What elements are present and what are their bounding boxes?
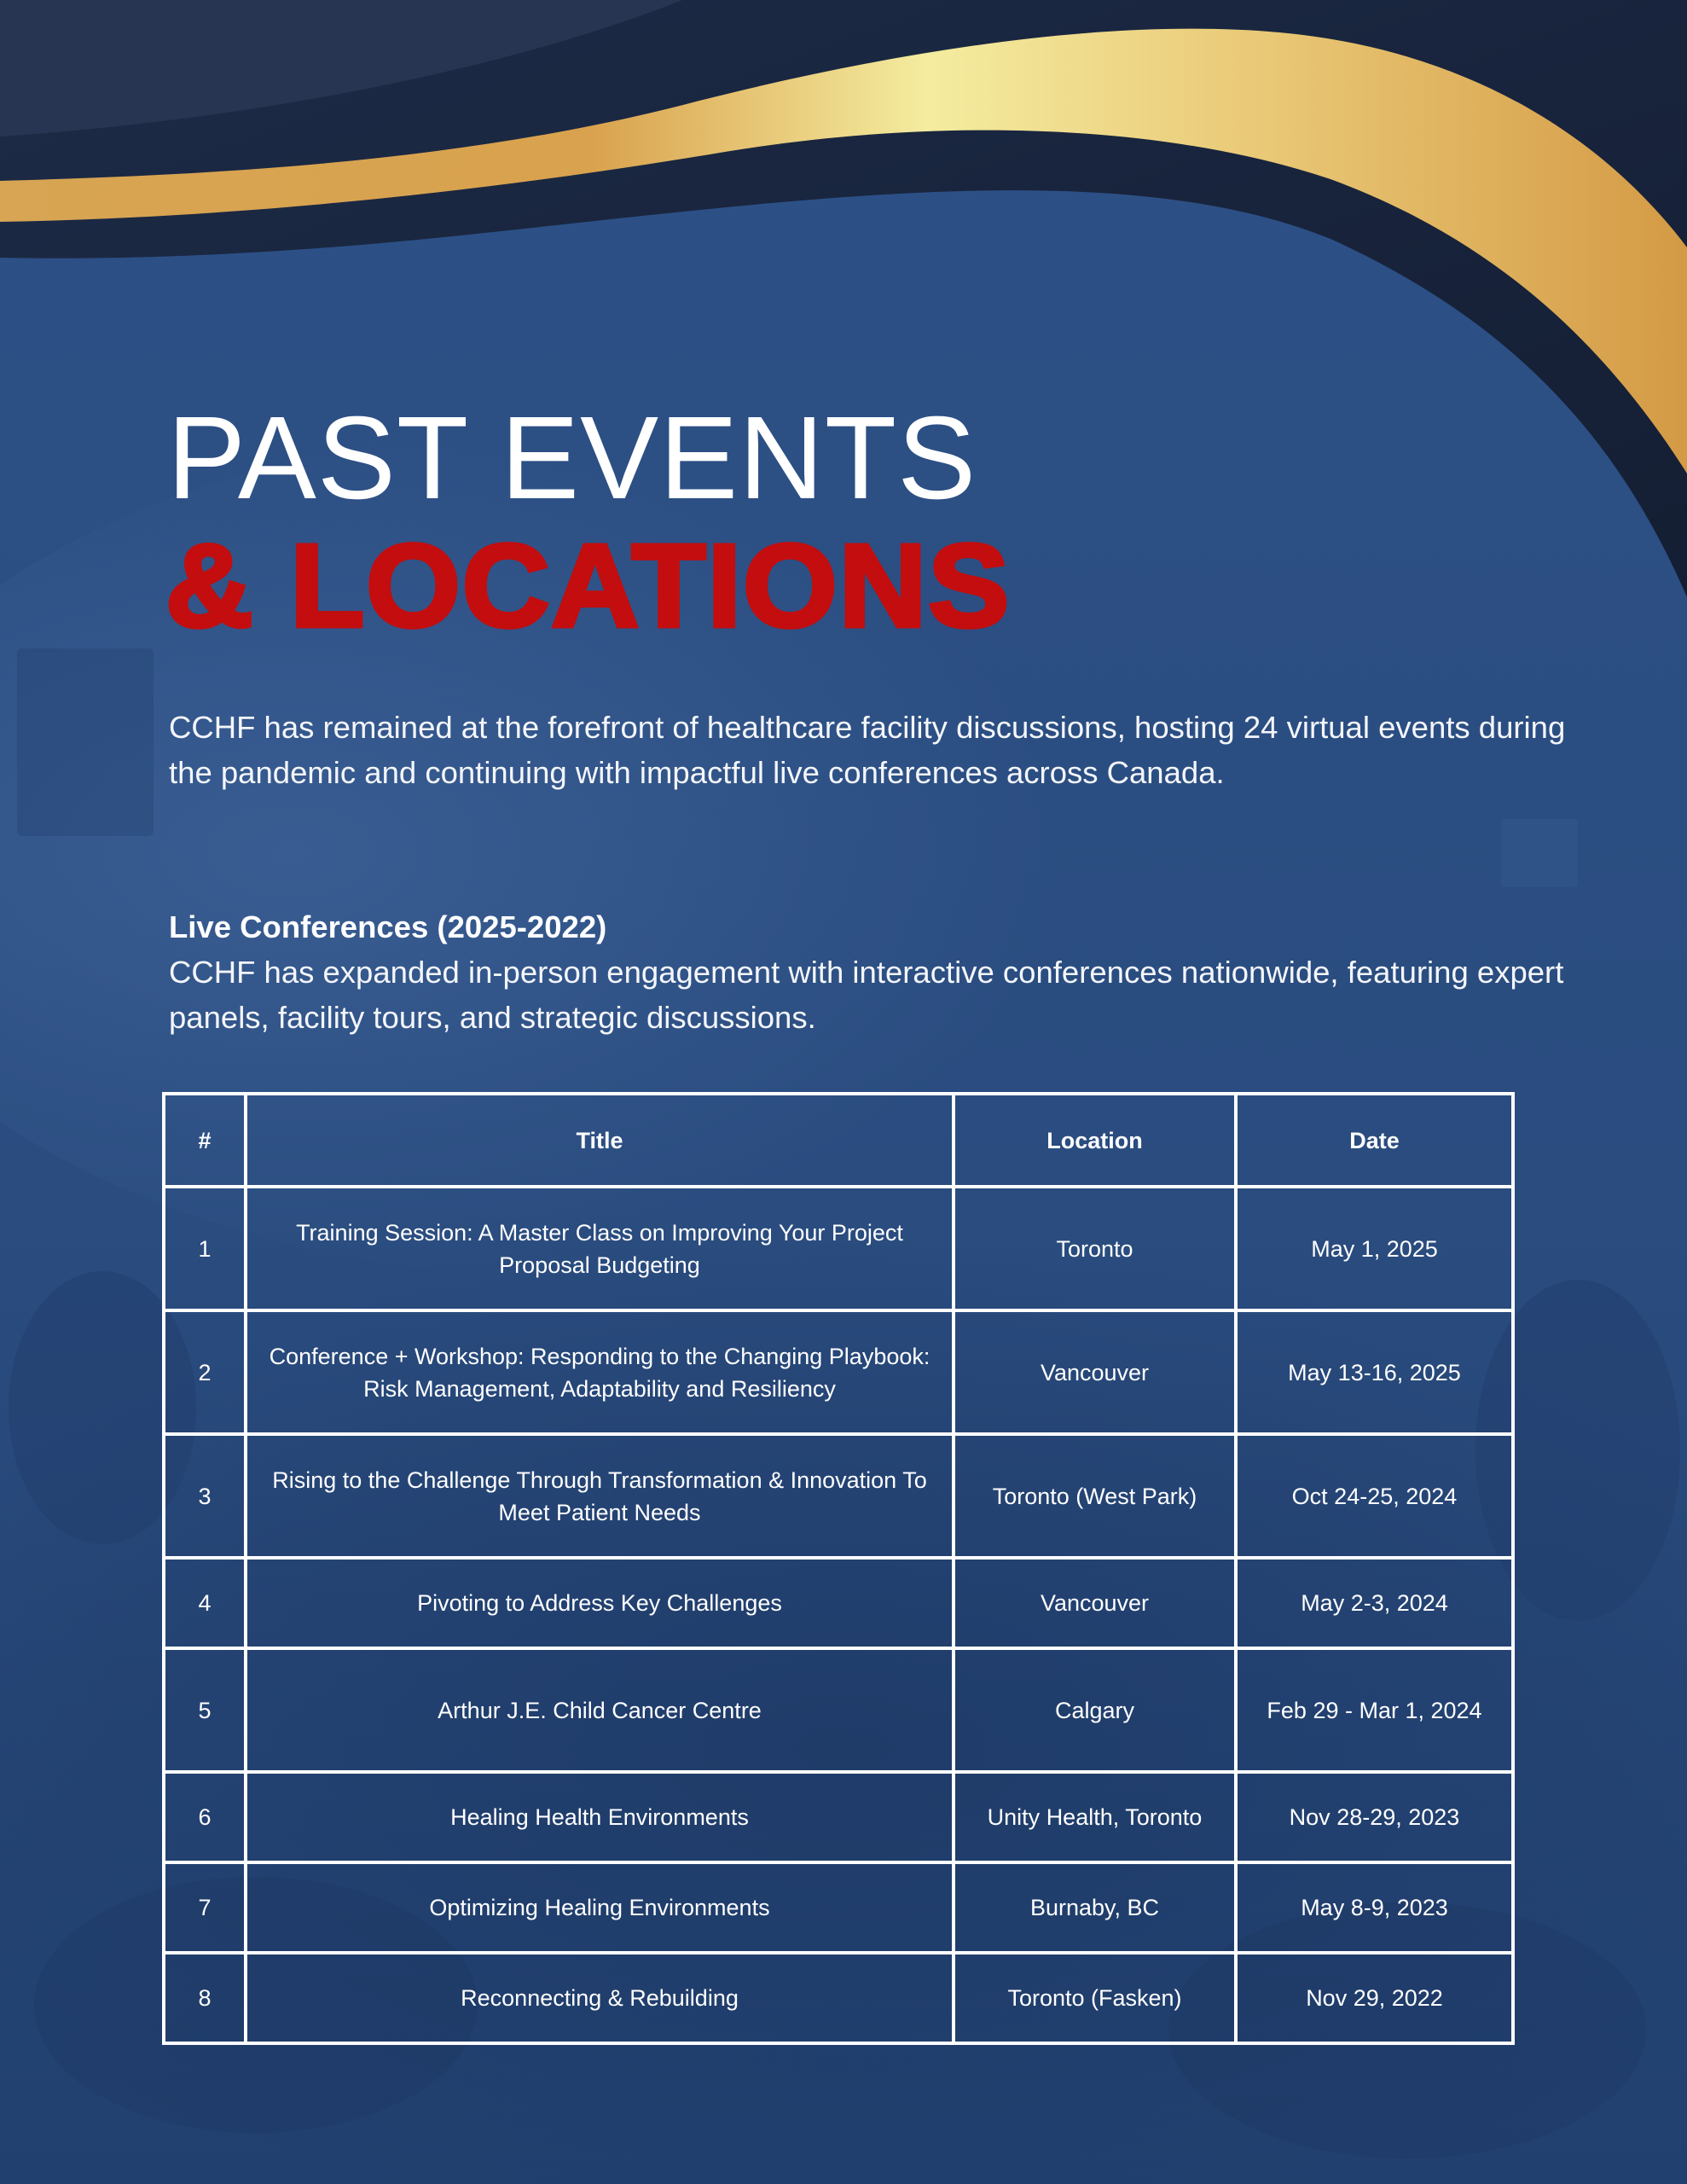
- event-title: Pivoting to Address Key Challenges: [246, 1558, 954, 1648]
- events-table: [162, 1092, 1515, 2045]
- table-row: [164, 1648, 1513, 1772]
- page-title: PAST EVENTS: [167, 392, 977, 524]
- column-header-title: Title: [246, 1094, 954, 1187]
- event-location: Vancouver: [954, 1310, 1236, 1434]
- event-title: Arthur J.E. Child Cancer Centre: [246, 1648, 954, 1772]
- intro-paragraph: CCHF has remained at the forefront of healthcare facility discussions, hosting 24 virtual events during the pandemic and continuing with impactful live conferences across Canada.: [169, 710, 1566, 790]
- event-title: Conference + Workshop: Responding to the Changing Playbook: Risk Management, Adaptability and Resiliency: [246, 1310, 954, 1434]
- event-date: Nov 29, 2022: [1236, 1953, 1513, 2043]
- event-title: Reconnecting & Rebuilding: [246, 1953, 954, 2043]
- event-number: 8: [164, 1953, 246, 2043]
- event-title: Optimizing Healing Environments: [246, 1862, 954, 1953]
- column-header-date: Date: [1236, 1094, 1513, 1187]
- event-location: Toronto (West Park): [954, 1434, 1236, 1558]
- event-title: Healing Health Environments: [246, 1772, 954, 1862]
- column-header-number: #: [164, 1094, 246, 1187]
- event-date: Oct 24-25, 2024: [1236, 1434, 1513, 1558]
- event-location: Toronto: [954, 1187, 1236, 1310]
- section-heading: Live Conferences (2025-2022): [169, 909, 607, 944]
- event-location: Toronto (Fasken): [954, 1953, 1236, 2043]
- event-location: Vancouver: [954, 1558, 1236, 1648]
- event-date: May 13-16, 2025: [1236, 1310, 1513, 1434]
- event-location: Burnaby, BC: [954, 1862, 1236, 1953]
- event-number: 4: [164, 1558, 246, 1648]
- event-number: 6: [164, 1772, 246, 1862]
- event-number: 3: [164, 1434, 246, 1558]
- event-date: May 2-3, 2024: [1236, 1558, 1513, 1648]
- event-date: Feb 29 - Mar 1, 2024: [1236, 1648, 1513, 1772]
- table-row: [164, 1434, 1513, 1558]
- page-subtitle: & LOCATIONS: [165, 520, 1012, 652]
- event-number: 1: [164, 1187, 246, 1310]
- event-date: May 1, 2025: [1236, 1187, 1513, 1310]
- column-header-location: Location: [954, 1094, 1236, 1187]
- table-row: [164, 1187, 1513, 1310]
- event-location: Unity Health, Toronto: [954, 1772, 1236, 1862]
- event-date: May 8-9, 2023: [1236, 1862, 1513, 1953]
- event-number: 5: [164, 1648, 246, 1772]
- table-row: [164, 1953, 1513, 2043]
- section-paragraph: CCHF has expanded in-person engagement with interactive conferences nationwide, featuring expert panels, facility tours, and strategic discussions.: [169, 955, 1564, 1035]
- event-date: Nov 28-29, 2023: [1236, 1772, 1513, 1862]
- table-row: [164, 1310, 1513, 1434]
- event-title: Rising to the Challenge Through Transformation & Innovation To Meet Patient Needs: [246, 1434, 954, 1558]
- event-location: Calgary: [954, 1648, 1236, 1772]
- event-title: Training Session: A Master Class on Improving Your Project Proposal Budgeting: [246, 1187, 954, 1310]
- event-number: 7: [164, 1862, 246, 1953]
- table-row: [164, 1862, 1513, 1953]
- table-row: [164, 1772, 1513, 1862]
- event-number: 2: [164, 1310, 246, 1434]
- table-row: [164, 1558, 1513, 1648]
- table-header-row: [164, 1094, 1513, 1187]
